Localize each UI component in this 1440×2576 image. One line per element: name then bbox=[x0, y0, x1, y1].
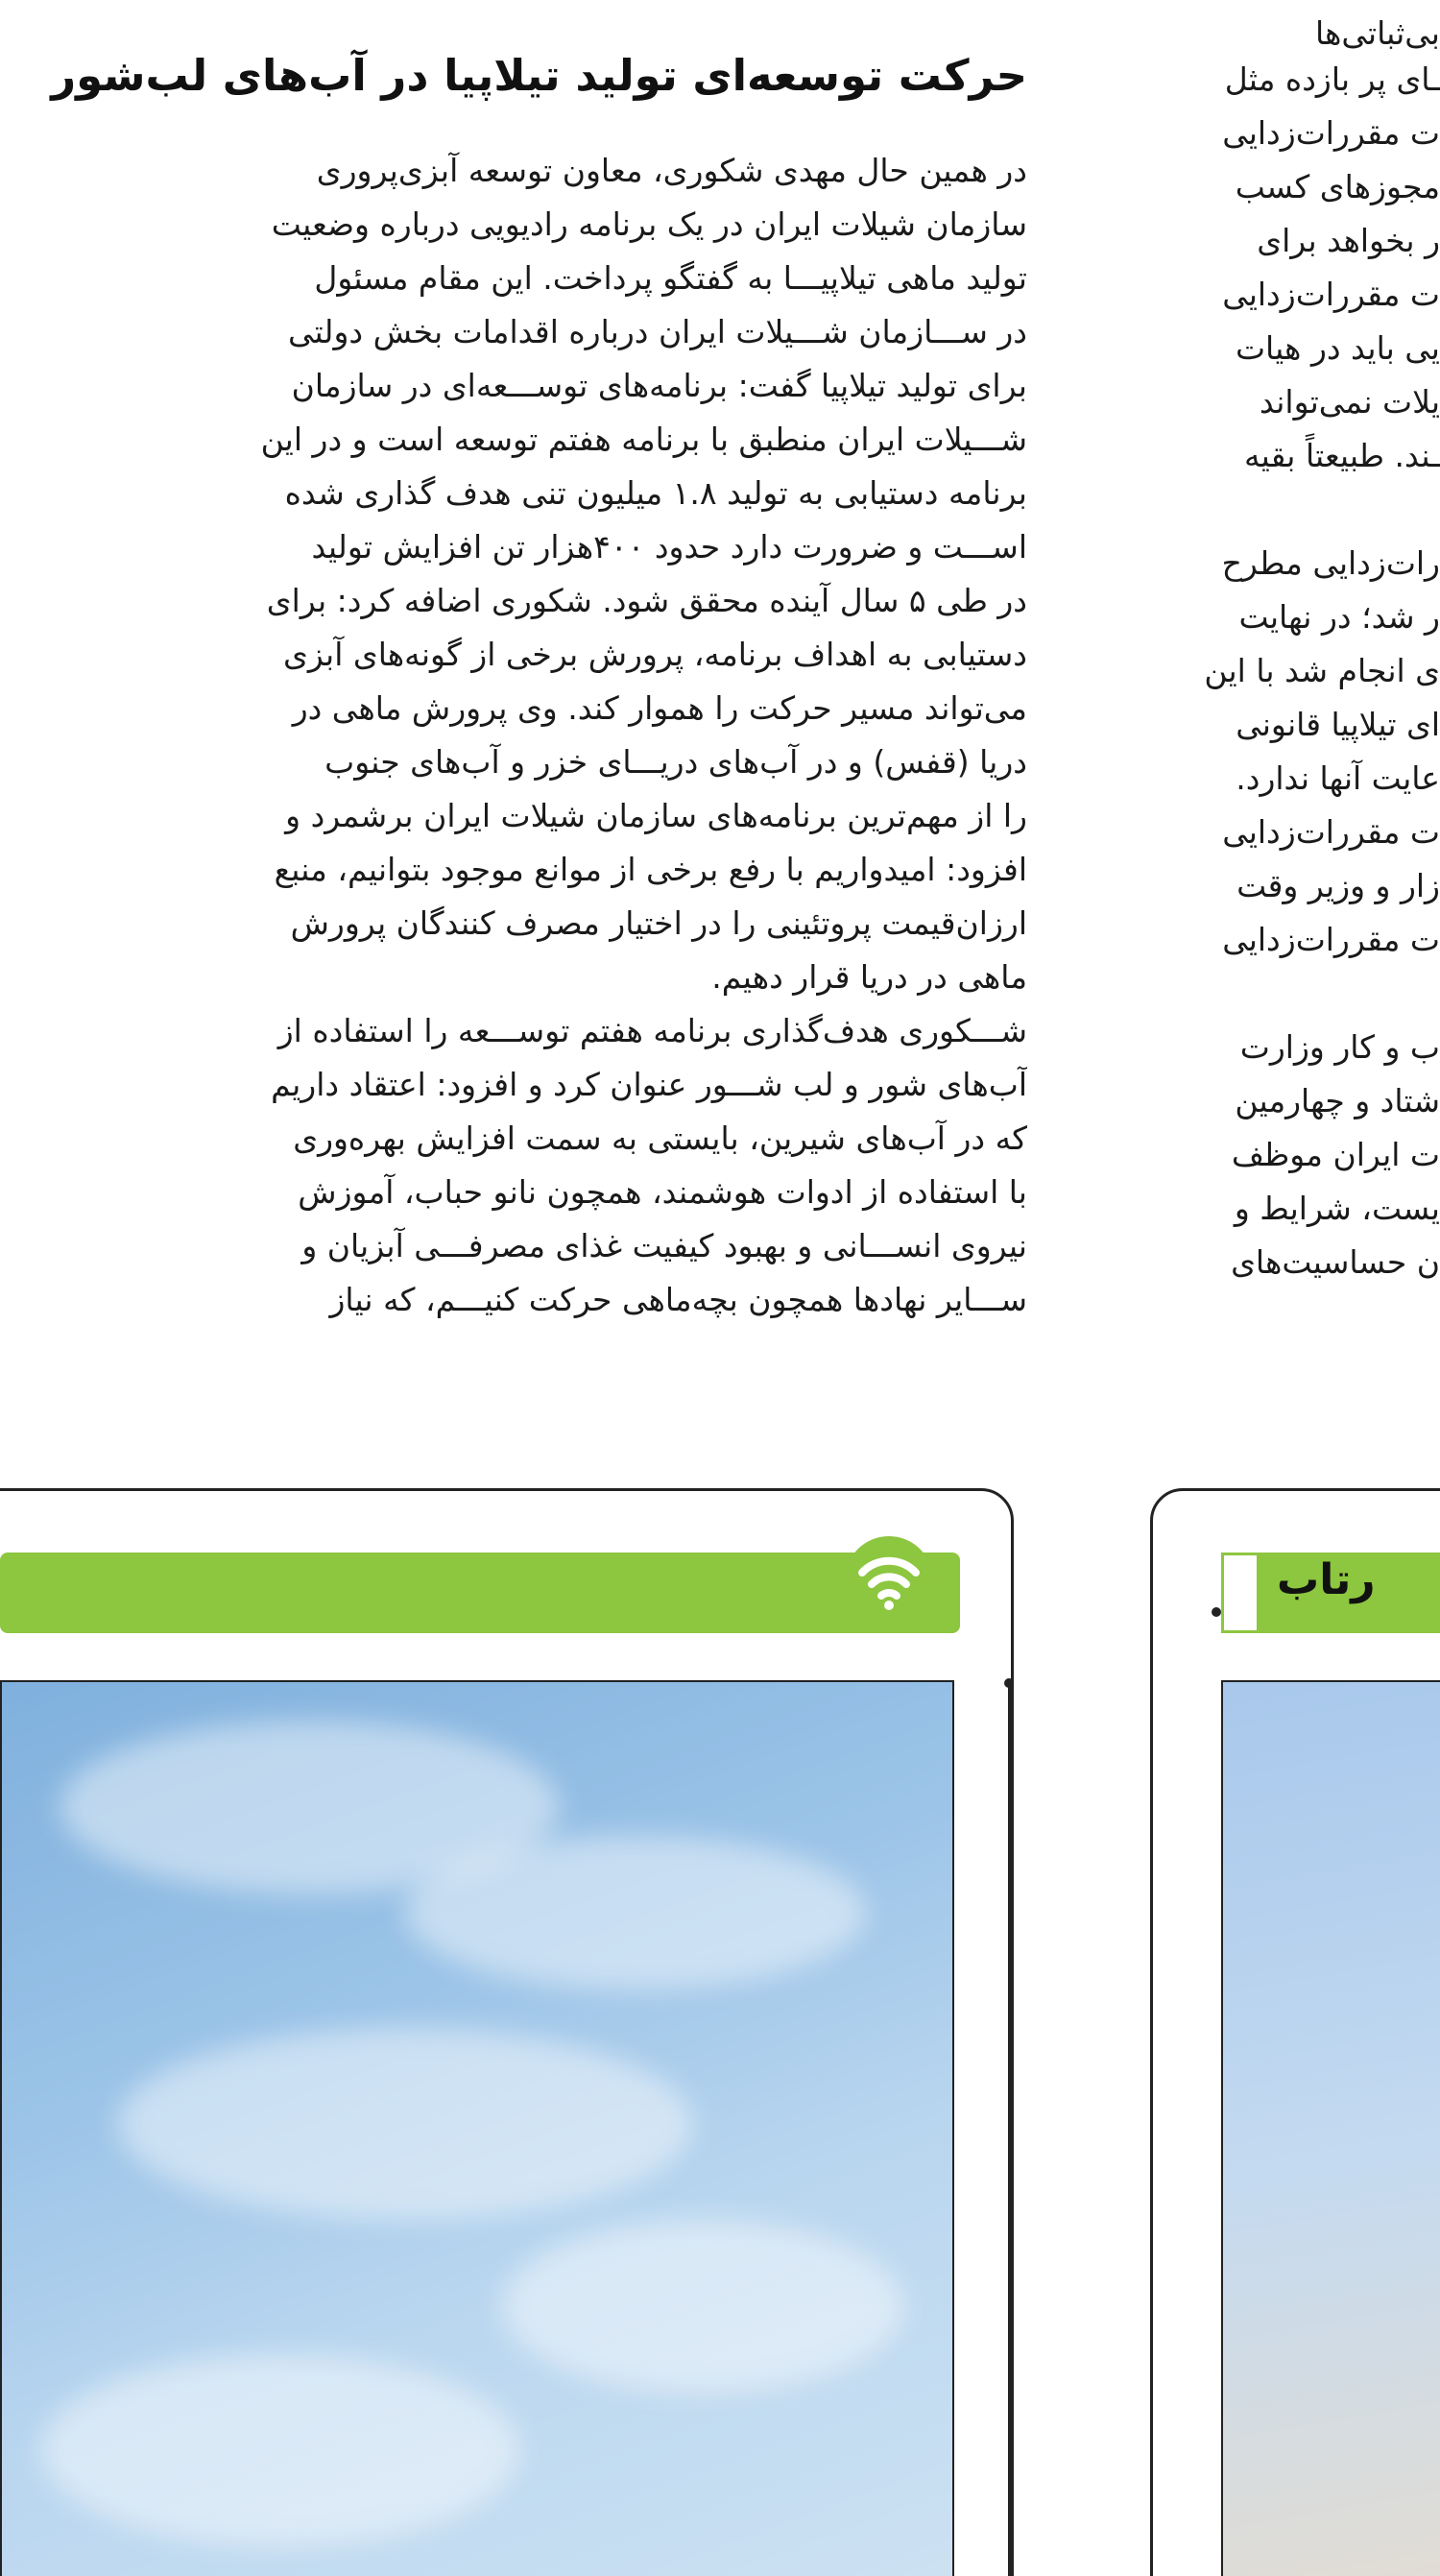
side-line: بی‌ثباتی‌ها bbox=[1314, 14, 1440, 52]
body-line: دستیابی به اهداف برنامه، پرورش برخی از گونه‌های آبزی bbox=[283, 636, 1027, 673]
side-line: ـای پر بازده مثل bbox=[1224, 60, 1440, 98]
connector-dot bbox=[1004, 1678, 1014, 1688]
wifi-icon bbox=[845, 1536, 933, 1625]
body-line: شـــکوری هدف‌گذاری برنامه هفتم توســـعه را استفاده از bbox=[277, 1012, 1027, 1049]
side-line: یست، شرایط و bbox=[1234, 1190, 1440, 1227]
side-line: زار و وزیر وقت bbox=[1236, 867, 1440, 904]
side-article-body bbox=[1204, 14, 1440, 1289]
connector-dot-side bbox=[1212, 1607, 1221, 1617]
body-line: دریا (قفس) و در آب‌های دریـــای خزر و آب‌های جنوب bbox=[324, 743, 1027, 781]
side-line: ر شد؛ در نهایت bbox=[1238, 598, 1440, 636]
side-article bbox=[998, 0, 1440, 1421]
body-line: در همین حال مهدی شکوری، معاون توسعه آبزی‌پروری bbox=[316, 152, 1027, 189]
side-line: یلات نمی‌تواند bbox=[1259, 383, 1440, 421]
side-line: ت ایران موظف bbox=[1231, 1136, 1440, 1173]
side-line: عایت آنها ندارد. bbox=[1236, 759, 1440, 797]
body-line: با استفاده از ادوات هوشمند، همچون نانو حباب، آموزش bbox=[298, 1173, 1027, 1211]
side-line: ای تیلاپیا قانونی bbox=[1236, 706, 1440, 743]
side-line: ن حساسیت‌های bbox=[1231, 1243, 1440, 1281]
body-line: را از مهم‌ترین برنامه‌های سازمان شیلات ایران برشمرد و bbox=[285, 797, 1027, 834]
side-line: مجوزهای کسب bbox=[1235, 168, 1440, 205]
body-line: در ســـازمان شـــیلات ایران درباره اقدامات بخش دولتی bbox=[287, 313, 1027, 350]
body-line: ارزان‌قیمت پروتئینی را در اختیار مصرف کنندگان پرورش bbox=[290, 904, 1027, 942]
side-line: ت مقررات‌زدایی bbox=[1222, 813, 1440, 851]
side-line: ر بخواهد برای bbox=[1257, 222, 1440, 259]
article-photo-side bbox=[1221, 1680, 1440, 2576]
body-line: ماهی در دریا قرار دهیم. bbox=[711, 958, 1027, 996]
body-line: می‌تواند مسیر حرکت را هموار کند. وی پرورش ماهی در bbox=[292, 689, 1027, 727]
body-line: نیروی انســـانی و بهبود کیفیت غذای مصرفـــی آبزیان و bbox=[301, 1227, 1027, 1264]
body-line: سازمان شیلات ایران در یک برنامه رادیویی درباره وضعیت bbox=[271, 205, 1027, 243]
body-line: شـــیلات ایران منطبق با برنامه هفتم توسعه است و در این bbox=[260, 421, 1027, 458]
body-line: ســـایر نهادها همچون بچه‌ماهی حرکت کنیـــم، که نیاز bbox=[329, 1281, 1027, 1318]
article-photo-main bbox=[0, 1680, 954, 2576]
green-header-bar-main bbox=[0, 1553, 960, 1633]
side-line: ت مقررات‌زدایی bbox=[1222, 114, 1440, 152]
body-line: برنامه دستیابی به تولید ۱.۸ میلیون تنی هدف گذاری شده bbox=[284, 474, 1027, 512]
main-article bbox=[0, 0, 1027, 1421]
body-line: تولید ماهی تیلاپیـــا به گفتگو پرداخت. این مقام مسئول bbox=[314, 259, 1027, 297]
body-line: آب‌های شور و لب شـــور عنوان کرد و افزود: اعتقاد داریم bbox=[271, 1066, 1027, 1103]
side-box-label: رتاب bbox=[1277, 1555, 1376, 1604]
body-line: اســـت و ضرورت دارد حدود ۴۰۰هزار تن افزایش تولید bbox=[311, 528, 1027, 566]
body-line: در طی ۵ سال آینده محقق شود. شکوری اضافه کرد: برای bbox=[266, 582, 1027, 619]
side-line: رات‌زدایی مطرح bbox=[1221, 544, 1440, 582]
side-line: ی انجام شد با این bbox=[1204, 652, 1440, 689]
side-line: شتاد و چهارمین bbox=[1235, 1082, 1440, 1119]
body-line: برای تولید تیلاپیا گفت: برنامه‌های توســـعه‌ای در سازمان bbox=[291, 367, 1027, 404]
body-line: که در آب‌های شیرین، بایستی به سمت افزایش بهره‌وری bbox=[293, 1119, 1027, 1157]
side-line: ب و کار وزارت bbox=[1239, 1028, 1440, 1066]
side-line: ـند. طبیعتاً بقیه bbox=[1243, 437, 1440, 474]
main-article-body bbox=[261, 144, 1027, 1327]
body-line: افزود: امیدواریم با رفع برخی از موانع موجود بتوانیم، منبع bbox=[274, 851, 1027, 888]
side-bar-accent bbox=[1221, 1553, 1260, 1633]
side-line: ت مقررات‌زدایی bbox=[1222, 921, 1440, 958]
main-article-headline: حرکت توسعه‌ای تولید تیلاپیا در آب‌های لب‌شور bbox=[51, 50, 1027, 101]
side-line: یی باید در هیات bbox=[1235, 329, 1440, 367]
side-line: ت مقررات‌زدایی bbox=[1222, 276, 1440, 313]
connector-line bbox=[1008, 1685, 1011, 2576]
